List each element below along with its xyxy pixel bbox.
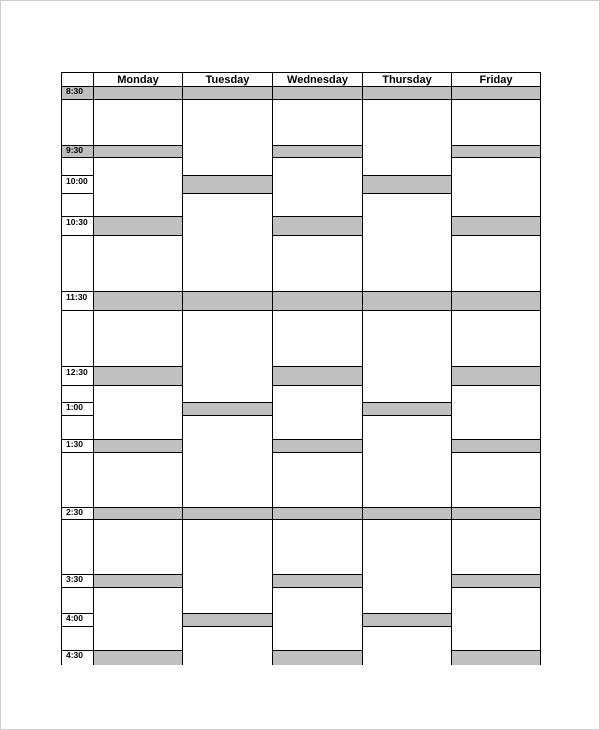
time-gap	[61, 158, 94, 176]
time-gap	[61, 453, 94, 508]
time-label-130: 1:30	[61, 440, 94, 453]
schedule-slot[interactable]	[452, 440, 541, 453]
schedule-slot[interactable]	[94, 236, 183, 292]
time-label-400: 4:00	[61, 614, 94, 627]
time-gap	[61, 311, 94, 367]
day-header-friday: Friday	[452, 72, 541, 87]
schedule-slot[interactable]	[363, 627, 452, 665]
time-label-1130: 11:30	[61, 292, 94, 311]
weekly-schedule-grid	[61, 72, 541, 665]
schedule-slot[interactable]	[363, 87, 452, 100]
schedule-slot[interactable]	[183, 627, 273, 665]
schedule-slot[interactable]	[183, 194, 273, 292]
schedule-slot[interactable]	[183, 176, 273, 194]
schedule-slot[interactable]	[183, 311, 273, 403]
schedule-slot[interactable]	[452, 217, 541, 236]
schedule-slot[interactable]	[183, 292, 273, 311]
schedule-slot[interactable]	[273, 520, 363, 575]
schedule-slot[interactable]	[273, 386, 363, 440]
time-gap	[61, 386, 94, 403]
time-label-1230: 12:30	[61, 367, 94, 386]
time-label-230: 2:30	[61, 508, 94, 520]
time-gap	[61, 520, 94, 575]
schedule-slot[interactable]	[363, 194, 452, 292]
day-header-thursday: Thursday	[363, 72, 452, 87]
schedule-slot[interactable]	[94, 292, 183, 311]
schedule-slot[interactable]	[273, 236, 363, 292]
schedule-slot[interactable]	[273, 575, 363, 588]
schedule-slot[interactable]	[94, 520, 183, 575]
schedule-slot[interactable]	[452, 575, 541, 588]
schedule-slot[interactable]	[94, 158, 183, 217]
schedule-slot[interactable]	[183, 100, 273, 176]
schedule-slot[interactable]	[94, 311, 183, 367]
time-gap	[61, 588, 94, 614]
schedule-slot[interactable]	[94, 651, 183, 665]
schedule-slot[interactable]	[452, 651, 541, 665]
schedule-slot[interactable]	[452, 508, 541, 520]
time-label-830: 8:30	[61, 87, 94, 100]
schedule-slot[interactable]	[452, 453, 541, 508]
schedule-slot[interactable]	[183, 508, 273, 520]
day-header-wednesday: Wednesday	[273, 72, 363, 87]
time-gap	[61, 416, 94, 440]
schedule-slot[interactable]	[273, 651, 363, 665]
schedule-slot[interactable]	[183, 416, 273, 508]
schedule-slot[interactable]	[273, 87, 363, 100]
schedule-slot[interactable]	[273, 440, 363, 453]
schedule-slot[interactable]	[94, 440, 183, 453]
schedule-slot[interactable]	[273, 588, 363, 651]
schedule-slot[interactable]	[273, 292, 363, 311]
time-gap	[61, 194, 94, 217]
time-gap	[61, 236, 94, 292]
schedule-slot[interactable]	[273, 453, 363, 508]
schedule-slot[interactable]	[273, 311, 363, 367]
grid-top-border	[61, 72, 541, 73]
schedule-slot[interactable]	[363, 508, 452, 520]
schedule-slot[interactable]	[363, 520, 452, 614]
time-gap	[61, 627, 94, 651]
schedule-slot[interactable]	[452, 236, 541, 292]
schedule-slot[interactable]	[183, 520, 273, 614]
schedule-slot[interactable]	[363, 311, 452, 403]
time-label-930: 9:30	[61, 146, 94, 158]
time-label-430: 4:30	[61, 651, 94, 665]
time-label-100: 1:00	[61, 403, 94, 416]
schedule-slot[interactable]	[452, 386, 541, 440]
schedule-slot[interactable]	[94, 367, 183, 386]
schedule-slot[interactable]	[452, 87, 541, 100]
schedule-slot[interactable]	[183, 403, 273, 416]
schedule-slot[interactable]	[94, 588, 183, 651]
schedule-slot[interactable]	[94, 575, 183, 588]
schedule-slot[interactable]	[363, 416, 452, 508]
grid-left-border	[61, 72, 62, 665]
schedule-slot[interactable]	[94, 146, 183, 158]
schedule-slot[interactable]	[452, 100, 541, 146]
schedule-slot[interactable]	[94, 453, 183, 508]
schedule-slot[interactable]	[363, 614, 452, 627]
schedule-slot[interactable]	[273, 146, 363, 158]
schedule-slot[interactable]	[273, 217, 363, 236]
schedule-slot[interactable]	[452, 311, 541, 367]
time-label-1000: 10:00	[61, 176, 94, 194]
schedule-slot[interactable]	[452, 292, 541, 311]
schedule-slot[interactable]	[452, 146, 541, 158]
schedule-slot[interactable]	[452, 588, 541, 651]
time-label-330: 3:30	[61, 575, 94, 588]
schedule-slot[interactable]	[183, 87, 273, 100]
schedule-slot[interactable]	[94, 386, 183, 440]
schedule-slot[interactable]	[94, 508, 183, 520]
day-header-tuesday: Tuesday	[183, 72, 273, 87]
schedule-slot[interactable]	[363, 403, 452, 416]
schedule-slot[interactable]	[452, 367, 541, 386]
schedule-slot[interactable]	[94, 100, 183, 146]
schedule-slot[interactable]	[452, 520, 541, 575]
corner-header-cell	[61, 72, 94, 87]
schedule-slot[interactable]	[363, 292, 452, 311]
schedule-slot[interactable]	[183, 614, 273, 627]
schedule-slot[interactable]	[363, 176, 452, 194]
schedule-slot[interactable]	[363, 100, 452, 176]
schedule-slot[interactable]	[94, 217, 183, 236]
schedule-slot[interactable]	[273, 367, 363, 386]
schedule-slot[interactable]	[273, 100, 363, 146]
schedule-slot[interactable]	[273, 158, 363, 217]
schedule-slot[interactable]	[273, 508, 363, 520]
schedule-slot[interactable]	[94, 87, 183, 100]
schedule-slot[interactable]	[452, 158, 541, 217]
time-label-1030: 10:30	[61, 217, 94, 236]
time-gap	[61, 100, 94, 146]
day-header-monday: Monday	[94, 72, 183, 87]
